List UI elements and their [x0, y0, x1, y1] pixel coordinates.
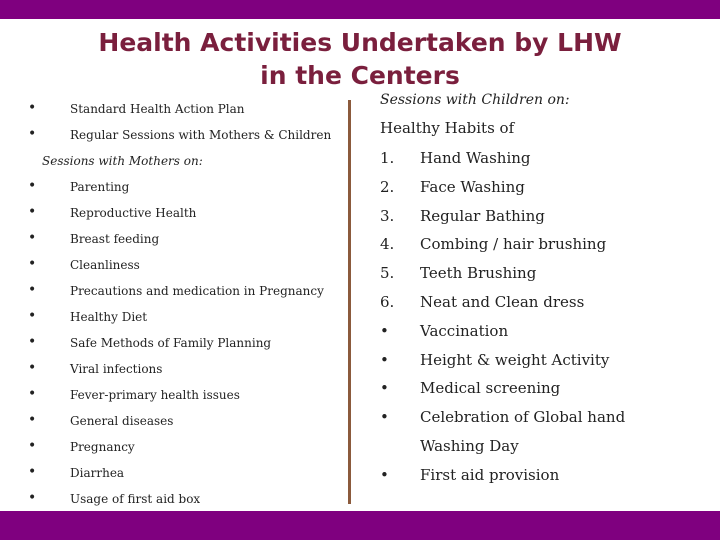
bullet-icon: •	[380, 322, 389, 340]
bullet-icon: •	[28, 438, 37, 454]
bullet-icon: •	[28, 100, 37, 116]
bullet-icon: •	[28, 204, 37, 220]
healthy-habits-subheading: Healthy Habits of	[380, 119, 515, 137]
right-column: Sessions with Children on: Healthy Habits of 1. Hand Washing 2. Face Washing 3. Regular Bathing 4. Combing / hair brushing 5. Teeth Brushing 6. Neat and Clean dress • Vaccination • Height & weight Activity • Medical screening • Celebration of Global hand Washing Day • First aid provision	[380, 92, 626, 484]
left-column: • Standard Health Action Plan • Regular Sessions with Mothers & Children Sessions with Mothers on: • Parenting • Reproductive Health • Breast feeding • Cleanliness • Precautions and medication in Pregnancy • Healthy Diet • Safe Methods of Family Planning • Viral infections • Fever-primary health issues • General diseases • Pregnancy • Diarrhea • Usage of first aid box	[28, 100, 332, 506]
bullet-icon: •	[28, 412, 37, 428]
bullet-icon: •	[380, 379, 389, 397]
bullet-icon: •	[380, 351, 389, 369]
bullet-icon: •	[28, 178, 37, 194]
mothers-subheading: Sessions with Mothers on:	[42, 154, 203, 168]
children-heading: Sessions with Children on:	[380, 92, 570, 108]
bullet-icon: •	[28, 308, 37, 324]
bullet-icon: •	[28, 282, 37, 298]
title-line-1: Health Activities Undertaken by LHW	[98, 28, 622, 57]
title-line-2: in the Centers	[260, 61, 460, 90]
bullet-icon: •	[28, 126, 37, 142]
bullet-icon: •	[28, 490, 37, 506]
bottom-accent-bar	[0, 511, 720, 540]
bullet-icon: •	[28, 386, 37, 402]
bullet-icon: •	[380, 466, 389, 484]
bullet-icon: •	[28, 464, 37, 480]
column-divider	[348, 100, 351, 504]
bullet-icon: •	[28, 334, 37, 350]
bullet-icon: •	[28, 230, 37, 246]
bullet-icon: •	[28, 256, 37, 272]
bullet-icon: •	[380, 408, 389, 426]
bullet-icon: •	[28, 360, 37, 376]
